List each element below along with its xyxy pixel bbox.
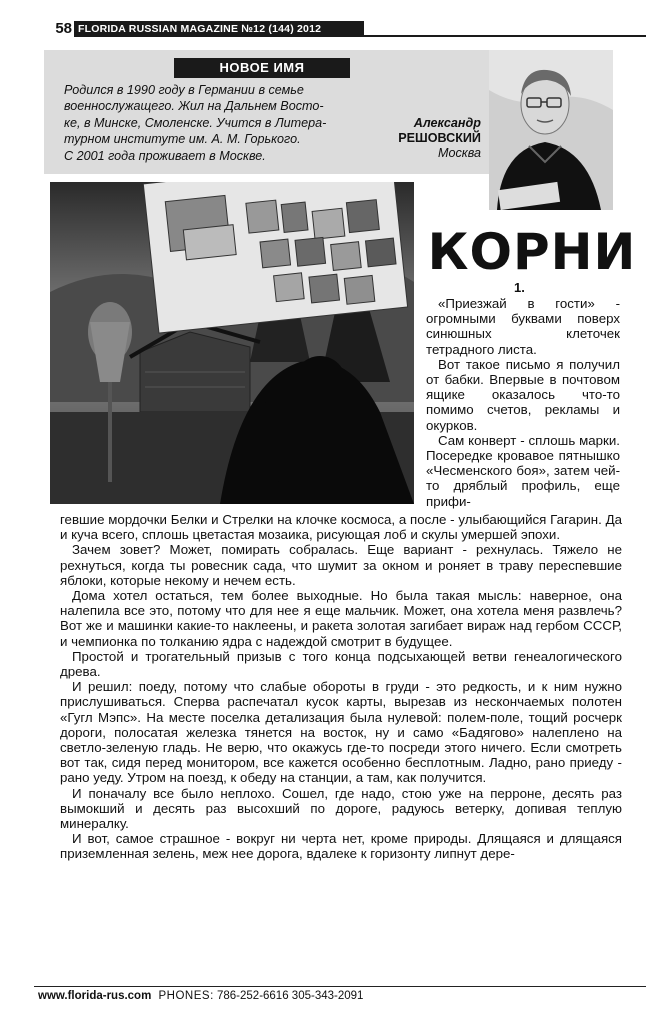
bio-text: Родился в 1990 году в Германии в семье военнослужащего. Жил на Дальнем Восто- ке, в Минске, Смоленске. Учится в Литера- турном институте им. А. М. Горького. С 2001 года проживает в Москве.: [64, 83, 327, 163]
paragraph: Зачем зовет? Может, помирать собралась. Еще вариант - рехнулась. Тяжело не рехнуться, когда ты ровесник сада, что шумит за окном и роняет в траву переспевшие яблоки, которые некому и нечем есть.: [60, 542, 622, 588]
paragraph: Дома хотел остаться, тем более выходные. Но была такая мысль: наверное, она налепила все это, потому что для нее я еще мальчик. Может, она хотела меня развлечь? Вот же и машинки какие-то наклеены, и ракета золотая загибает вираж над гербом СССР, и чемпионка по толканию ядра с надеждой смотрит в будущее.: [60, 588, 622, 649]
paragraph: Простой и трогательный призыв с того конца подсыхающей ветви генеалогического древа.: [60, 648, 622, 680]
magazine-title: FLORIDA RUSSIAN MAGAZINE №12 (144) 2012: [74, 21, 364, 37]
author-city: Москва: [437, 146, 481, 160]
author-last-name: РЕШОВСКИЙ: [398, 131, 481, 145]
page-header: [34, 20, 646, 38]
article-title: КОРНИ: [427, 223, 637, 281]
header-rule: [364, 35, 646, 37]
article-body-text: [60, 512, 622, 862]
author-first-name: Александр: [413, 116, 481, 130]
phones-label: PHONES:: [158, 990, 214, 1002]
author-photo: [489, 50, 613, 210]
paragraph: гевшие мордочки Белки и Стрелки на клочке космоса, а после - улыбающийся Гагарин. Да и куча всего, сплошь цветастая мозаика, рисующая лоб и скулы умершей эпохи.: [60, 512, 622, 543]
paragraph: И решил: поеду, потому что слабые обороты в груди - это редкость, и к ним нужно прислушиваться. Сперва распечатал кусок карты, вырезав из нескончаемых полотен «Гугл Мэпс». На месте поселка детализация была нулевой: полем-поле, тощий росчерк дороги, полосатая железка тянется на восток, ну и само «Бадягово» налеплено на светло-зеленую гладь. Не верю, что окажусь где-то посреди этого ничего. Если смотреть вот так, сидя перед монитором, все кажется особенно бесплотным. Ладно, рано приеду - рано уеду. Утром на поезд, к обеду на станции, а там, как получится.: [60, 679, 622, 786]
paragraph: И поначалу все было неплохо. Сошел, где надо, стою уже на перроне, десять раз вымокший и десять раз высохший по дороге, радуюсь ветерку, допивая теплую минералку.: [60, 785, 622, 832]
website-link[interactable]: www.florida-rus.com: [38, 990, 152, 1002]
phone-numbers: 786-252-6616 305-343-2091: [216, 990, 364, 1002]
paragraph: «Приезжай в гости» - огромными буквами поверх синюшных клеточек тетрадного листа.: [426, 296, 620, 357]
paragraph: Вот такое письмо я получил от бабки. Впервые в почтовом ящике оказалось что-то помимо счетов, рекламы и окурков.: [426, 356, 620, 433]
illustration-collage: [50, 182, 414, 504]
paragraph: И вот, самое страшное - вокруг ни черта нет, кроме природы. Длящаяся и длящаяся приземленная зелень, меж нее дорога, вдалеке к горизонту липнут дере-: [60, 831, 622, 862]
author-bio-box: [44, 50, 489, 174]
new-name-tag: НОВОЕ ИМЯ: [174, 58, 350, 78]
section-number: 1.: [514, 280, 525, 295]
author-byline: [398, 116, 481, 161]
page-footer: [34, 986, 646, 1008]
page-number: 58: [34, 20, 74, 38]
paragraph: Сам конверт - сплошь марки. Посередке кровавое пятнышко «Чесменского боя», затем чей-то дряблый профиль, еще прифи-: [426, 432, 620, 509]
article-column-text: [426, 296, 620, 509]
